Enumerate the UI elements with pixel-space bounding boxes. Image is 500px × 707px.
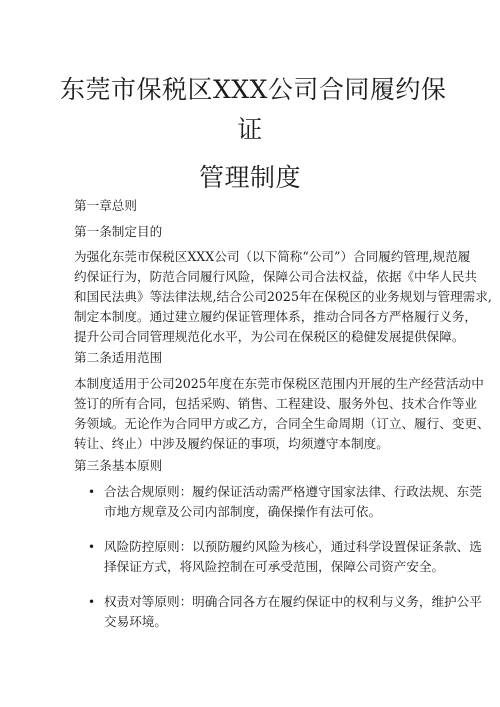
article-2-paragraph [74,374,490,454]
article-1-heading: 第一条制定目的 [74,224,163,239]
article-1-line: 提升公司合同管理规范化水平，为公司在保税区的稳健发展提供保障。 [74,329,465,344]
article-2-line: 签订的所有合同，包括采购、销售、工程建设、服务外包、技术合作等业 [74,396,477,411]
list-item-line: 合法合规原则：履约保证活动需严格遵守国家法律、行政法规、东莞 [104,484,482,499]
title-line-3: 管理制度 [198,163,301,192]
list-item-line: 风险防控原则：以预防履约风险为核心，通过科学设置保证条款、选 [104,539,482,554]
list-item [88,537,482,577]
article-3-heading: 第三条基本原则 [74,458,163,473]
title-line-2: 证 [237,115,263,144]
list-item-line: 市地方规章及公司内部制度，确保操作有法可依。 [104,504,382,519]
article-2-heading: 第二条适用范围 [74,350,163,365]
bullet-icon: • [88,595,96,609]
article-1-line: 制定本制度。通过建立履约保证管理体系，推动合同各方严格履行义务， [74,309,477,324]
bullet-icon: • [88,485,96,499]
article-2-line: 转让、终止）中涉及履约保证的事项，均须遵守本制度。 [74,436,389,451]
article-1-line: 约保证行为，防范合同履行风险，保障公司合法权益，依据《中华人民共 [74,269,477,284]
bullet-icon: • [88,540,96,554]
document-title [60,70,447,198]
list-item [88,482,482,522]
article-1-line: 为强化东莞市保税区XXX公司（以下简称“公司”）合同履约管理,规范履 [74,249,471,264]
title-line-1: 东莞市保税区XXX公司合同履约保 [60,75,447,104]
list-item-line: 权责对等原则：明确合同各方在履约保证中的权利与义务，维护公平 [104,594,482,609]
chapter-heading: 第一章总则 [74,198,137,213]
article-2-line: 本制度适用于公司2025年度在东莞市保税区范围内开展的生产经营活动中 [74,376,484,391]
article-2-line: 务领域。无论作为合同甲方或乙方，合同全生命周期（订立、履行、变更、 [74,416,490,431]
list-item-line: 择保证方式，将风险控制在可承受范围，保障公司资产安全。 [104,559,445,574]
list-item-line: 交易环境。 [104,614,167,629]
list-item [88,592,482,632]
article-1-line: 和国民法典》等法律法规,结合公司2025年在保税区的业务规划与管理需求, [74,289,492,304]
article-1-paragraph [74,247,492,347]
principles-list [88,482,482,647]
